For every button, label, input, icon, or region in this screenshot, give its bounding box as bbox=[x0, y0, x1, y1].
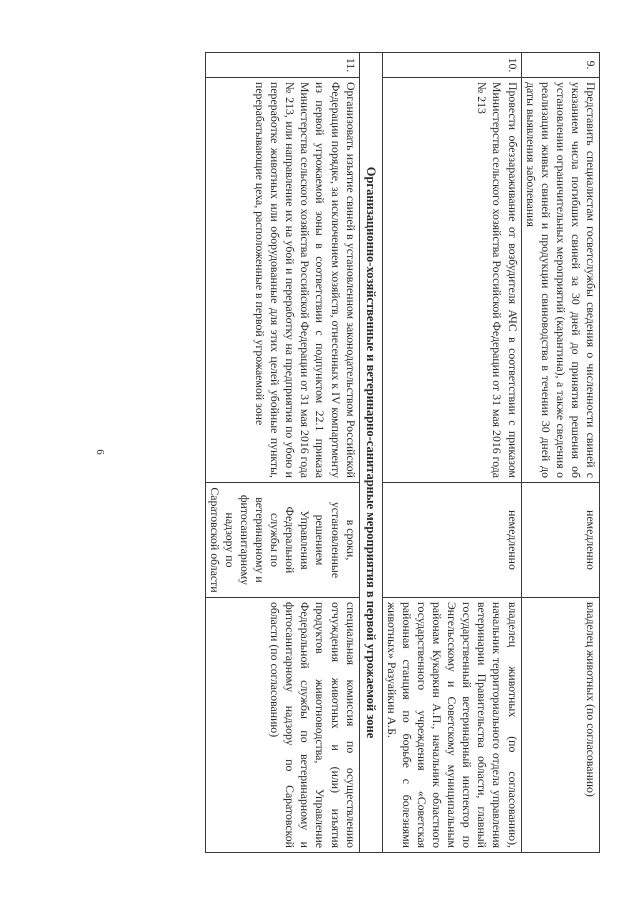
document-page bbox=[90, 52, 600, 852]
table-row bbox=[382, 53, 521, 853]
measures-table bbox=[205, 52, 600, 853]
table-row bbox=[205, 53, 359, 853]
page-number: 6 bbox=[94, 449, 106, 455]
section-title: Организационно-хозяйственные и ветеринарно-санитарные мероприятия в первой угрожаемой зоне bbox=[359, 53, 382, 853]
table-row bbox=[521, 53, 599, 853]
action-cell: Провести обеззараживание от возбудителя АЧС в соответствии с приказом Министерства сельского хозяйства Российской Федерации от 31 мая 2016 года № 213 bbox=[382, 78, 521, 483]
responsible-cell: владелец животных (по согласованию) bbox=[521, 598, 599, 853]
row-number: 11. bbox=[205, 53, 359, 78]
term-cell: немедленно bbox=[382, 483, 521, 598]
row-number: 10. bbox=[382, 53, 521, 78]
row-number: 9. bbox=[521, 53, 599, 78]
term-cell: немедленно bbox=[521, 483, 599, 598]
responsible-cell: специальная комиссия по осуществлению отчуждения животных и (или) изъятия продуктов животноводства, Управление Федеральной службы по ветеринарному и фитосанитарному надзору по Саратовской области (по согласованию) bbox=[205, 598, 359, 853]
action-cell: Представить специалистам госветслужбы сведения о численности свиней с указанием числа погибших свиней за 30 дней до принятия решения об установлении ограничительных мероприятий (карантина), а также сведения о реализации живых свиней и продукции свиноводства в течении 30 дней до даты выявления заболевания bbox=[521, 78, 599, 483]
section-header-row bbox=[359, 53, 382, 853]
responsible-cell: владелец животных (по согласованию), начальник территориального отдела управления ветеринарии Правительства области, главный государственный ветеринарный инспектор по Энгельсскому и Советскому муниципальным районам Кукаркин А.П., начальник областного государственного учреждения «Советская районная станция по борьбе с болезнями животных» Разуайкин А.Б. bbox=[382, 598, 521, 853]
action-cell: Организовать изъятие свиней в установленном законодательством Российской Федерации порядке, за исключением хозяйств, отнесенных к IV компартменту из первой угрожаемой зоны в соответствии с подпунктом 22.1 приказа Министерства сельского хозяйства Российской Федерации от 31 мая 2016 года № 213, или направление их на убой и переработку на предприятия по убою и переработке животных или оборудованные для этих целей убойные пункты, перерабатывающие цеха, расположенные в первой угрожаемой зоне bbox=[205, 78, 359, 483]
term-cell: в сроки, установленные решением Управления Федеральной службы по ветеринарному и фитосанитарному надзору по Саратовской области bbox=[205, 483, 359, 598]
